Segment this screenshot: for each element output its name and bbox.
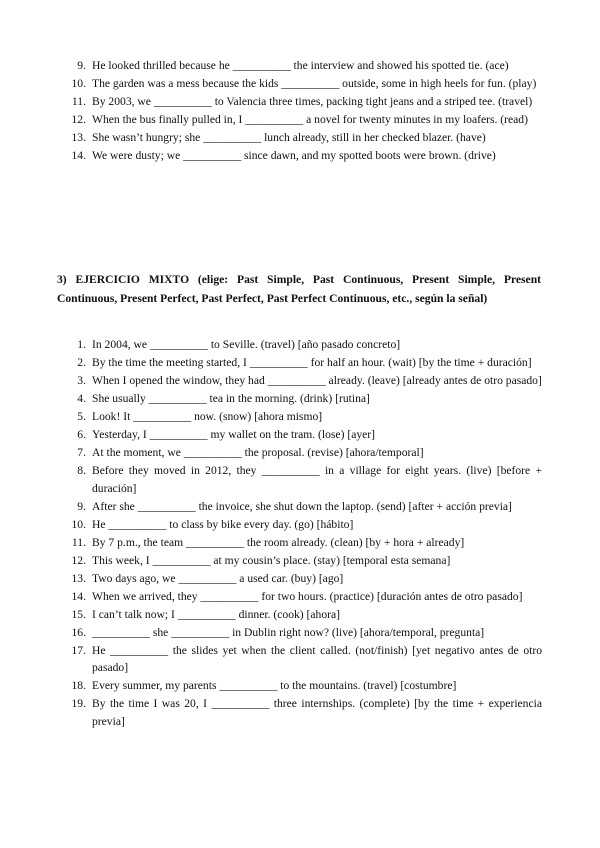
- item-text: At the moment, we __________ the proposal. (revise) [ahora/temporal]: [92, 446, 424, 459]
- exercise-item: [0, 570, 600, 588]
- exercise-list-mixed: [0, 336, 600, 731]
- item-text: He __________ to class by bike every day. (go) [hábito]: [92, 517, 354, 531]
- item-number: 9 .: [56, 57, 86, 75]
- item-text: He __________ the slides yet when the client called. (not/finish) [yet negativo antes de otro pasado]: [92, 643, 542, 674]
- exercise-item: [0, 354, 600, 372]
- exercise-item: [0, 498, 600, 516]
- item-text: We were dusty; we __________ since dawn, and my spotted boots were brown. (drive): [92, 149, 496, 162]
- item-text: When I opened the window, they had __________ already. (leave) [already antes de otro pasado]: [92, 374, 542, 387]
- item-text: In 2004, we __________ to Seville. (travel) [año pasado concreto]: [92, 338, 401, 351]
- item-text: By 2003, we __________ to Valencia three times, packing tight jeans and a striped tee. (travel): [92, 95, 533, 108]
- item-number: 11 .: [56, 534, 86, 552]
- exercise-item: [0, 57, 600, 75]
- exercise-item: [0, 75, 600, 93]
- exercise-item: [0, 552, 600, 570]
- exercise-item: [0, 677, 600, 695]
- exercise-item: [0, 93, 600, 111]
- item-text: The garden was a mess because the kids __________ outside, some in high heels for fun. (play): [92, 77, 537, 90]
- item-number: 1 .: [56, 336, 86, 354]
- exercise-item: [0, 534, 600, 552]
- item-text: __________ she __________ in Dublin right now? (live) [ahora/temporal, pregunta]: [92, 625, 485, 639]
- item-text: By the time I was 20, I __________ three internships. (complete) [by the time + experiencia previa]: [92, 697, 542, 728]
- exercise-item: [0, 516, 600, 534]
- item-number: 18 .: [56, 677, 86, 695]
- item-number: 13 .: [56, 129, 86, 147]
- item-text: I can’t talk now; I __________ dinner. (cook) [ahora]: [92, 607, 341, 621]
- item-number: 7 .: [56, 444, 86, 462]
- exercise-item: [0, 695, 600, 730]
- item-text: Before they moved in 2012, they __________ in a village for eight years. (live) [before + duración]: [92, 464, 542, 495]
- item-number: 16 .: [56, 624, 86, 642]
- item-text: Look! It __________ now. (snow) [ahora mismo]: [92, 410, 323, 423]
- exercise-item: [0, 129, 600, 147]
- item-text: Two days ago, we __________ a used car. (buy) [ago]: [92, 571, 344, 585]
- item-number: 9 .: [56, 498, 86, 516]
- item-text: She usually __________ tea in the morning. (drink) [rutina]: [92, 392, 370, 405]
- item-number: 8 .: [56, 462, 86, 480]
- item-number: 3 .: [56, 372, 86, 390]
- item-number: 4 .: [56, 390, 86, 408]
- item-text: Yesterday, I __________ my wallet on the tram. (lose) [ayer]: [92, 428, 376, 441]
- exercise-item: [0, 336, 600, 354]
- exercise-list-past-perfect: [0, 57, 600, 165]
- exercise-item: [0, 390, 600, 408]
- exercise-item: [0, 462, 600, 497]
- item-number: 12 .: [56, 552, 86, 570]
- item-text: Every summer, my parents __________ to the mountains. (travel) [costumbre]: [92, 679, 457, 692]
- exercise-item: [0, 588, 600, 606]
- item-text: After she __________ the invoice, she shut down the laptop. (send) [after + acción previa]: [92, 499, 512, 513]
- exercise-item: [0, 624, 600, 642]
- item-text: By 7 p.m., the team __________ the room already. (clean) [by + hora + already]: [92, 535, 465, 549]
- item-number: 12 .: [56, 111, 86, 129]
- exercise-item: [0, 111, 600, 129]
- item-text: This week, I __________ at my cousin’s place. (stay) [temporal esta semana]: [92, 553, 451, 567]
- item-number: 10 .: [56, 75, 86, 93]
- item-number: 13 .: [56, 570, 86, 588]
- item-text: By the time the meeting started, I __________ for half an hour. (wait) [by the time + duración]: [92, 356, 532, 369]
- exercise-item: [0, 147, 600, 165]
- item-number: 2 .: [56, 354, 86, 372]
- item-number: 14 .: [56, 588, 86, 606]
- exercise-item: [0, 372, 600, 390]
- item-text: He looked thrilled because he __________ the interview and showed his spotted tie. (ace): [92, 59, 509, 72]
- item-text: When the bus finally pulled in, I __________ a novel for twenty minutes in my loafers. (read): [92, 113, 528, 126]
- exercise-item: [0, 642, 600, 677]
- item-number: 10 .: [56, 516, 86, 534]
- exercise-item: [0, 606, 600, 624]
- item-number: 6 .: [56, 426, 86, 444]
- item-number: 17 .: [56, 642, 86, 660]
- section-heading: 3) EJERCICIO MIXTO (elige: Past Simple, Past Continuous, Present Simple, Present Continuous, Present Perfect, Past Perfect, Past Perfect Continuous, etc., según la señal): [57, 273, 541, 305]
- exercise-item: [0, 408, 600, 426]
- item-number: 19 .: [56, 695, 86, 713]
- exercise-item: [0, 426, 600, 444]
- item-number: 5 .: [56, 408, 86, 426]
- item-number: 15 .: [56, 606, 86, 624]
- item-text: She wasn’t hungry; she __________ lunch already, still in her checked blazer. (have): [92, 131, 486, 144]
- item-number: 14 .: [56, 147, 86, 165]
- item-number: 11 .: [56, 93, 86, 111]
- item-text: When we arrived, they __________ for two hours. (practice) [duración antes de otro pasado]: [92, 589, 523, 603]
- exercise-item: [0, 444, 600, 462]
